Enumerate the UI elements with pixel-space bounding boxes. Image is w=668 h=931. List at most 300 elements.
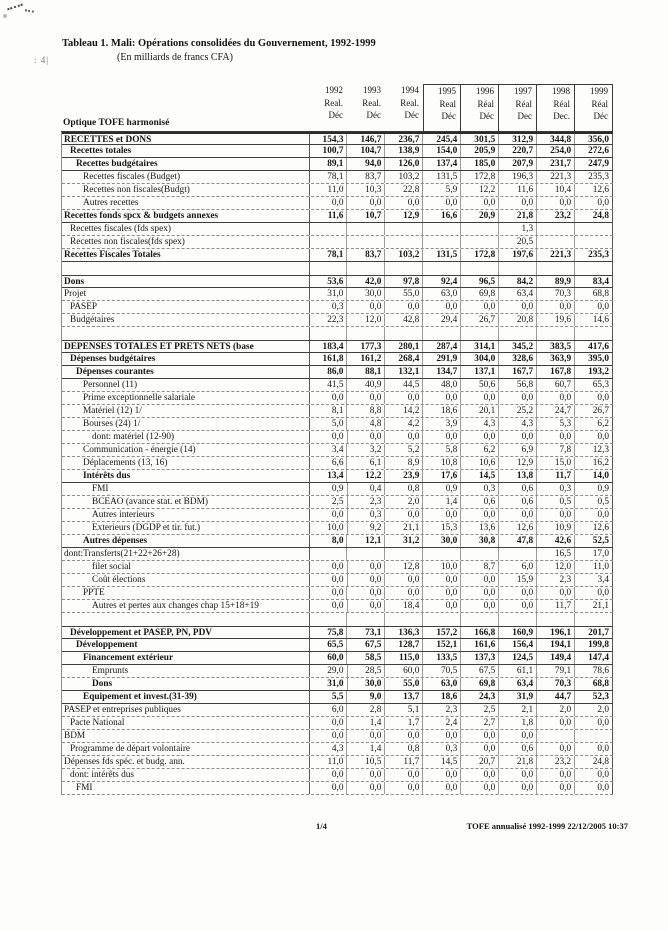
cell-value: 89,9 (537, 276, 575, 287)
cell-value: 31,0 (310, 678, 348, 690)
cell-value: 1,3 (499, 223, 537, 235)
cell-value: 79,1 (537, 665, 575, 677)
cell-value: 221,3 (537, 249, 575, 261)
table-row (62, 691, 613, 704)
cell-value: 11,6 (499, 184, 537, 196)
cell-value: 0,0 (575, 743, 613, 755)
cell-value: 12,9 (499, 457, 537, 469)
row-label: Dépenses fds spéc. et budg. ann. (62, 756, 310, 768)
table-row (62, 431, 613, 444)
row-label: Coût élections (62, 574, 310, 586)
cell-value: 0,0 (347, 730, 385, 742)
year-header-real: Real. (362, 97, 381, 108)
year-header-real: Réal (477, 98, 494, 109)
cell-value: 0,0 (499, 392, 537, 404)
cell-value: 20,1 (461, 405, 499, 417)
cell-value: 126,0 (385, 158, 423, 170)
cell-value: 10,0 (310, 522, 348, 534)
cell-value: 0,0 (310, 717, 348, 729)
row-label: Recettes budgétaires (62, 158, 310, 170)
cell-value: 65,3 (575, 379, 613, 391)
cell-value: 0,0 (499, 431, 537, 443)
cell-value: 17,0 (575, 548, 613, 560)
cell-value (499, 613, 537, 626)
cell-value: 52,3 (575, 691, 613, 703)
cell-value: 0,0 (575, 301, 613, 313)
cell-value: 3,9 (423, 418, 461, 430)
year-header-real: Réal (591, 98, 608, 109)
table-row (62, 678, 613, 691)
table-row (62, 665, 613, 678)
cell-value: 166,8 (461, 627, 499, 638)
cell-value: 312,9 (499, 134, 537, 144)
cell-value: 11,7 (537, 600, 575, 612)
table-row (62, 210, 613, 223)
cell-value: 137,1 (461, 366, 499, 378)
cell-value: 29,0 (310, 665, 348, 677)
cell-value: 68,8 (575, 288, 613, 300)
cell-value: 0,0 (385, 197, 423, 209)
cell-value: 149,4 (537, 652, 575, 664)
cell-value: 6,1 (347, 457, 385, 469)
cell-value: 2,0 (537, 704, 575, 716)
cell-value: 0,0 (575, 392, 613, 404)
cell-value: 183,4 (310, 341, 348, 352)
cell-value: 89,1 (310, 158, 348, 170)
document-subtitle: (En milliards de francs CFA) (117, 52, 233, 63)
cell-value (347, 613, 385, 626)
row-label: Autres interieurs (62, 509, 310, 521)
table-row (62, 717, 613, 730)
row-label: PASEP et entreprises publiques (62, 704, 310, 716)
row-label: Développement (62, 639, 310, 651)
cell-value: 12,3 (575, 444, 613, 456)
cell-value: 247,9 (575, 158, 613, 170)
cell-value (575, 223, 613, 235)
cell-value: 8,8 (347, 405, 385, 417)
cell-value: 207,9 (499, 158, 537, 170)
cell-value: 0,0 (385, 730, 423, 742)
cell-value: 52,5 (575, 535, 613, 547)
cell-value: 78,1 (310, 171, 348, 183)
table-row (62, 704, 613, 717)
cell-value: 0,0 (575, 509, 613, 521)
table-row (62, 184, 613, 197)
cell-value: 0,0 (537, 509, 575, 521)
table-row (62, 639, 613, 652)
cell-value: 0,0 (461, 301, 499, 313)
cell-value: 13,8 (499, 470, 537, 482)
cell-value: 0,0 (385, 392, 423, 404)
cell-value: 2,5 (310, 496, 348, 508)
cell-value: 0,0 (575, 431, 613, 443)
cell-value: 31,0 (310, 288, 348, 300)
cell-value: 0,4 (348, 483, 386, 495)
cell-value: 417,6 (575, 341, 613, 352)
cell-value (499, 262, 537, 275)
cell-value: 0,0 (310, 197, 348, 209)
cell-value: 13,7 (385, 691, 423, 703)
cell-value: 0,0 (461, 392, 499, 404)
year-header-dec: Déc (593, 111, 608, 121)
cell-value (575, 327, 613, 340)
cell-value: 26,7 (575, 405, 613, 417)
cell-value: 154,0 (423, 145, 461, 157)
cell-value: 197,6 (499, 249, 537, 261)
cell-value (385, 613, 423, 626)
cell-value (385, 327, 423, 340)
year-header-real: Réal (515, 98, 532, 109)
cell-value: 0,0 (385, 782, 423, 794)
cell-value: 60,0 (385, 665, 423, 677)
table-row (62, 249, 613, 262)
cell-value: 0,0 (575, 197, 613, 209)
year-header-year: 1993 (363, 85, 381, 95)
spacer-row (62, 613, 613, 626)
cell-value: 5,8 (423, 444, 461, 456)
cell-value: 5,5 (310, 691, 348, 703)
cell-value (347, 548, 385, 560)
cell-value (461, 223, 499, 235)
cell-value: 2,0 (575, 704, 613, 716)
row-label: RECETTES et DONS (62, 134, 310, 144)
cell-value: 23,2 (537, 210, 575, 222)
row-label (62, 327, 310, 340)
cell-value (461, 548, 499, 560)
cell-value: 0,0 (461, 587, 499, 599)
cell-value: 21,8 (499, 210, 537, 222)
cell-value: 56,8 (499, 379, 537, 391)
cell-value (537, 730, 575, 742)
cell-value (537, 613, 575, 626)
cell-value: 1,4 (347, 743, 385, 755)
row-label: PASEP (62, 301, 310, 313)
cell-value: 0,0 (347, 392, 385, 404)
row-label: Dons (62, 276, 310, 287)
cell-value (537, 262, 575, 275)
cell-value: 50,6 (461, 379, 499, 391)
table-row (62, 548, 613, 561)
cell-value: 4,2 (385, 418, 423, 430)
row-label: Budgétaires (62, 314, 310, 326)
cell-value: 6,6 (310, 457, 348, 469)
cell-value: 70,5 (423, 665, 461, 677)
cell-value: 0,0 (499, 301, 537, 313)
year-header-dec: Dec. (553, 111, 570, 121)
year-column-header (461, 84, 499, 131)
cell-value: 137,3 (461, 652, 499, 664)
cell-value: 92,4 (423, 276, 461, 287)
table-row (62, 197, 613, 210)
cell-value (310, 262, 348, 275)
cell-value: 395,0 (575, 353, 613, 365)
cell-value: 0,0 (461, 509, 499, 521)
cell-value: 20,8 (499, 314, 537, 326)
cell-value: 8,9 (385, 457, 423, 469)
cell-value: 70,3 (537, 288, 575, 300)
cell-value: 0,0 (499, 509, 537, 521)
table-row (62, 574, 613, 587)
cell-value: 13,6 (461, 522, 499, 534)
row-label: FMI (62, 782, 310, 794)
cell-value: 0,0 (499, 197, 537, 209)
table-header (61, 84, 613, 132)
cell-value: 18,6 (423, 405, 461, 417)
cell-value: 0,0 (385, 509, 423, 521)
row-label: Dons (62, 678, 310, 690)
cell-value: 94,0 (347, 158, 385, 170)
year-column-header (347, 84, 385, 131)
year-header-dec: Déc (366, 110, 381, 120)
row-label: Communication - énergie (14) (62, 444, 310, 456)
cell-value: 0,0 (461, 769, 499, 781)
cell-value: 0,0 (310, 730, 348, 742)
cell-value: 131,5 (423, 171, 461, 183)
cell-value: 5,1 (385, 704, 423, 716)
cell-value (537, 236, 575, 248)
cell-value: 304,0 (461, 353, 499, 365)
cell-value: 63,4 (499, 678, 537, 690)
cell-value: 4,3 (461, 418, 499, 430)
cell-value: 48,0 (423, 379, 461, 391)
cell-value: 12,6 (575, 522, 613, 534)
cell-value: 235,3 (575, 249, 613, 261)
cell-value: 0,0 (423, 730, 461, 742)
row-label: Recettes non fiscales(Budgt) (62, 184, 310, 196)
table-row (62, 587, 613, 600)
cell-value: 221,3 (537, 171, 575, 183)
cell-value (385, 262, 423, 275)
cell-value: 245,4 (423, 134, 461, 144)
cell-value: 15,9 (499, 574, 537, 586)
table-row (62, 782, 613, 795)
cell-value: 14,5 (423, 756, 461, 768)
cell-value: 5,0 (310, 418, 348, 430)
cell-value: 0,0 (347, 197, 385, 209)
cell-value: 231,7 (537, 158, 575, 170)
spacer-row (62, 262, 613, 275)
cell-value: 11,0 (310, 184, 348, 196)
cell-value: 0,0 (499, 587, 537, 599)
cell-value: 0,0 (310, 392, 348, 404)
cell-value (461, 236, 499, 248)
table-row (62, 522, 613, 535)
cell-value: 5,9 (423, 184, 461, 196)
row-label: dont:Transferts(21+22+26+28) (62, 548, 310, 560)
cell-value: 63,0 (423, 288, 461, 300)
cell-value: 0,0 (385, 769, 423, 781)
cell-value: 0,0 (537, 587, 575, 599)
cell-value: 356,0 (575, 134, 613, 144)
cell-value: 69,8 (461, 678, 499, 690)
cell-value: 20,9 (461, 210, 499, 222)
cell-value: 328,6 (499, 353, 537, 365)
cell-value: 12,6 (575, 184, 613, 196)
table-row (62, 353, 613, 366)
table-row (62, 535, 613, 548)
cell-value: 0,0 (347, 587, 385, 599)
table-row (62, 483, 613, 496)
cell-value: 0,0 (423, 782, 461, 794)
cell-value: 0,0 (499, 769, 537, 781)
cell-value: 0,0 (423, 574, 461, 586)
cell-value: 0,0 (461, 782, 499, 794)
cell-value: 2,4 (423, 717, 461, 729)
cell-value: 13,4 (310, 470, 348, 482)
cell-value: 53,6 (310, 276, 348, 287)
table-row (62, 171, 613, 184)
cell-value: 201,7 (575, 627, 613, 638)
cell-value (310, 236, 348, 248)
cell-value: 23,9 (385, 470, 423, 482)
table-row (62, 392, 613, 405)
cell-value: 0,0 (348, 431, 386, 443)
cell-value: 0,0 (348, 561, 386, 573)
cell-value: 0,0 (423, 509, 461, 521)
cell-value: 136,3 (385, 627, 423, 638)
cell-value: 10,4 (537, 184, 575, 196)
cell-value: 12,0 (347, 314, 385, 326)
cell-value: 16,2 (575, 457, 613, 469)
row-label: dont: matériel (12-90) (62, 431, 310, 443)
cell-value (310, 223, 348, 235)
row-label: Personnel (11) (62, 379, 310, 391)
cell-value: 6,2 (575, 418, 613, 430)
cell-value: 0,3 (461, 483, 499, 495)
cell-value: 10,8 (423, 457, 461, 469)
table-row (62, 236, 613, 249)
cell-value: 12,0 (537, 561, 575, 573)
cell-value: 0,0 (347, 769, 385, 781)
cell-value: 23,2 (537, 756, 575, 768)
cell-value (423, 262, 461, 275)
cell-value: 30,8 (461, 535, 499, 547)
cell-value: 152,1 (423, 639, 461, 651)
cell-value: 3,2 (347, 444, 385, 456)
cell-value: 0,0 (310, 561, 348, 573)
cell-value (461, 327, 499, 340)
table-row (62, 730, 613, 743)
cell-value: 67,5 (461, 665, 499, 677)
cell-value: 383,5 (537, 341, 575, 352)
year-header-year: 1997 (514, 86, 532, 96)
cell-value: 24,7 (537, 405, 575, 417)
cell-value: 0,0 (385, 587, 423, 599)
cell-value: 18,4 (385, 600, 423, 612)
cell-value (347, 327, 385, 340)
cell-value: 21,1 (385, 522, 423, 534)
cell-value: 29,4 (423, 314, 461, 326)
table-row (62, 366, 613, 379)
cell-value: 0,5 (575, 496, 613, 508)
year-header-year: 1992 (325, 85, 343, 95)
cell-value: 10,3 (347, 184, 385, 196)
cell-value: 254,0 (537, 145, 575, 157)
cell-value: 11,7 (385, 756, 423, 768)
cell-value: 345,2 (499, 341, 537, 352)
cell-value: 58,5 (347, 652, 385, 664)
cell-value: 11,0 (310, 756, 348, 768)
cell-value: 0,0 (347, 301, 385, 313)
cell-value: 11,6 (310, 210, 348, 222)
cell-value: 196,3 (499, 171, 537, 183)
cell-value: 83,7 (347, 171, 385, 183)
cell-value: 18,6 (423, 691, 461, 703)
cell-value: 0,0 (423, 769, 461, 781)
row-label (62, 613, 310, 626)
cell-value: 0,0 (461, 743, 499, 755)
cell-value: 88,1 (347, 366, 385, 378)
table-row (62, 470, 613, 483)
cell-value: 115,0 (385, 652, 423, 664)
cell-value (347, 223, 385, 235)
cell-value: 10,7 (347, 210, 385, 222)
cell-value: 167,8 (537, 366, 575, 378)
cell-value (385, 223, 423, 235)
cell-value: 0,0 (423, 587, 461, 599)
cell-value: 67,5 (347, 639, 385, 651)
cell-value: 0,0 (348, 574, 386, 586)
row-label: BCEAO (avance stat. et BDM) (62, 496, 310, 508)
table-row (62, 223, 613, 236)
cell-value: 235,3 (575, 171, 613, 183)
year-header-year: 1995 (438, 86, 456, 96)
cell-value: 0,0 (385, 431, 423, 443)
cell-value: 0,0 (575, 769, 613, 781)
table-row (62, 756, 613, 769)
cell-value: 15,3 (423, 522, 461, 534)
cell-value: 24,8 (575, 210, 613, 222)
cell-value: 0,0 (575, 717, 613, 729)
cell-value: 0,0 (423, 301, 461, 313)
cell-value: 63,0 (423, 678, 461, 690)
cell-value: 104,7 (347, 145, 385, 157)
year-header-row (309, 84, 613, 131)
row-label: Recettes Fiscales Totales (62, 249, 310, 261)
table-row (62, 626, 613, 639)
cell-value: 100,7 (310, 145, 348, 157)
cell-value: 12,2 (347, 470, 385, 482)
cell-value: 154,3 (310, 134, 348, 144)
cell-value: 0,6 (499, 743, 537, 755)
cell-value: 236,7 (385, 134, 423, 144)
cell-value: 0,8 (385, 483, 423, 495)
cell-value: 73,1 (347, 627, 385, 638)
cell-value: 24,3 (461, 691, 499, 703)
row-label: Emprunts (62, 665, 310, 677)
cell-value: 0,9 (575, 483, 613, 495)
cell-value: 40,9 (347, 379, 385, 391)
cell-value (347, 262, 385, 275)
cell-value: 0,0 (537, 301, 575, 313)
cell-value: 69,8 (461, 288, 499, 300)
row-label: Pacte National (62, 717, 310, 729)
table-row (62, 496, 613, 509)
cell-value: 78,6 (575, 665, 613, 677)
cell-value: 2,8 (347, 704, 385, 716)
cell-value: 11,0 (575, 561, 613, 573)
cell-value: 0,9 (423, 483, 461, 495)
cell-value: 0,6 (461, 496, 499, 508)
table-row (62, 418, 613, 431)
cell-value: 3,4 (575, 574, 613, 586)
cell-value (537, 223, 575, 235)
cell-value: 0,0 (499, 730, 537, 742)
cell-value: 0,6 (499, 483, 537, 495)
cell-value: 0,0 (461, 730, 499, 742)
cell-value: 24,8 (575, 756, 613, 768)
cell-value: 344,8 (537, 134, 575, 144)
